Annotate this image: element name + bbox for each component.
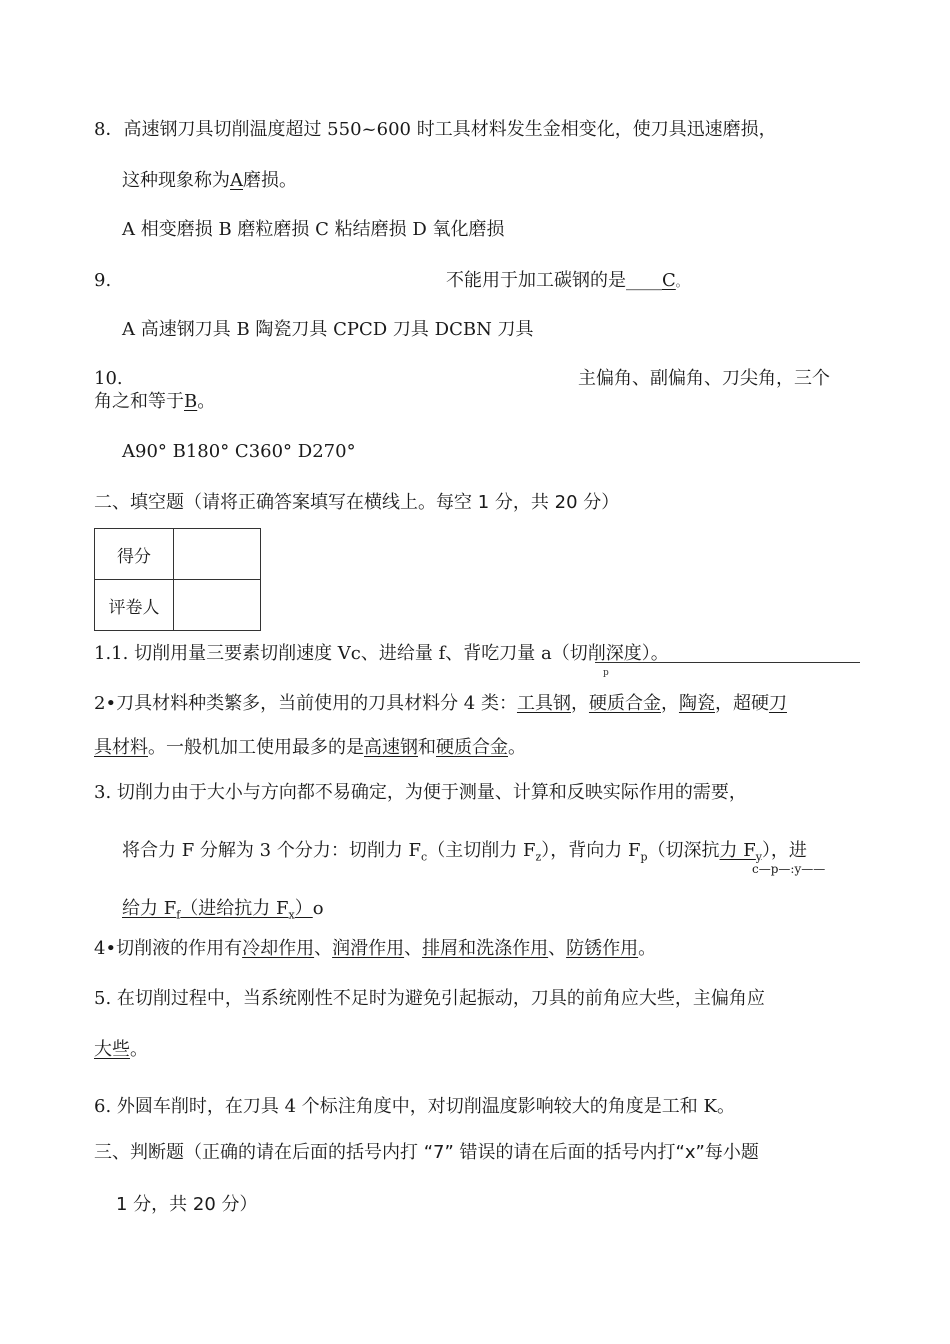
q10-answer: B [184, 391, 198, 412]
fill2-answer-4b: 具材料 [94, 737, 148, 758]
section3-title: 三、判断题（正确的请在后面的括号内打 “7” 错误的请在后面的括号内打“x”每小题 [94, 1142, 759, 1163]
q8-options: A 相变磨损 B 磨粒磨损 C 粘结磨损 D 氧化磨损 [122, 219, 505, 240]
fill1-line: 1.1. 切削用量三要素切削速度 Vc、进给量 f、背吃刀量 a（切削深度）。 [94, 643, 669, 664]
fill4-line: 4•切削液的作用有冷却作用、润滑作用、排屑和洗涤作用、防锈作用。 [94, 938, 657, 959]
fill1-subscript: p [603, 668, 609, 678]
fill2-line1: 2•刀具材料种类繁多，当前使用的刀具材料分 4 类：工具钢，硬质合金，陶瓷，超硬刀 [94, 693, 787, 714]
q9-number: 9. [94, 270, 112, 291]
fill2-answer-2: 硬质合金 [588, 693, 661, 714]
fill1-answer: 削深度） [587, 643, 651, 664]
fill3-answer-2: 给力 $F_f$（进给抗力 $F_x$） [122, 898, 313, 922]
q8-line2: 这种现象称为A磨损。 [122, 170, 297, 191]
fill5-answer: 大些 [94, 1039, 130, 1060]
q10-number: 10. [94, 368, 123, 389]
q9-answer: C [662, 270, 676, 291]
fill3-stray-marks: c—p—:y—— [752, 862, 826, 876]
fill4-answer-2: 润滑作用 [332, 938, 405, 959]
q9-options: A 高速钢刀具 B 陶瓷刀具 CPCD 刀具 DCBN 刀具 [122, 319, 534, 340]
fill2-answer-4a: 刀 [768, 693, 787, 714]
fill2-line2: 具材料。一般机加工使用最多的是高速钢和硬质合金。 [94, 737, 526, 758]
fill4-answer-4: 防锈作用 [566, 938, 639, 959]
fill6-line: 6. 外圆车削时，在刀具 4 个标注角度中，对切削温度影响较大的角度是工和 K。 [94, 1096, 735, 1117]
score-label: 得分 [95, 529, 174, 580]
q10-line2: 角之和等于B。 [94, 391, 216, 412]
fill2-answer-5: 高速钢 [364, 737, 418, 758]
score-table [94, 528, 261, 631]
fill2-answer-3: 陶瓷 [678, 693, 715, 714]
section2-title: 二、填空题（请将正确答案填写在横线上。每空 1 分，共 20 分） [94, 492, 620, 513]
q9-text: 不能用于加工碳钢的是____C。 [446, 270, 688, 291]
grader-label: 评卷人 [95, 580, 174, 631]
fill3-line1: 3. 切削力由于大小与方向都不易确定，为便于测量、计算和反映实际作用的需要， [94, 782, 747, 803]
score-value-cell [174, 529, 261, 580]
q8-line1: 8．高速钢刀具切削温度超过 550~600 时工具材料发生金相变化，使刀具迅速磨损， [94, 119, 777, 140]
fill1-underline [595, 662, 860, 663]
q10-options: A90° B180° C360° D270° [122, 441, 356, 462]
q10-text: 主偏角、副偏角、刀尖角，三个 [578, 368, 830, 389]
fill5-line1: 5. 在切削过程中，当系统刚性不足时为避免引起振动，刀具的前角应大些，主偏角应 [94, 988, 765, 1009]
fill4-answer-3: 排屑和洗涤作用 [422, 938, 549, 959]
fill3-answer-1: 力 $F_y$ [719, 840, 762, 864]
fill4-answer-1: 冷却作用 [242, 938, 315, 959]
fill5-line2: 大些。 [94, 1039, 148, 1060]
fill2-answer-1: 工具钢 [516, 693, 571, 714]
q8-answer: A [230, 170, 243, 191]
grader-value-cell [174, 580, 261, 631]
section3-title-cont: 1 分，共 20 分） [116, 1194, 258, 1215]
fill2-answer-6: 硬质合金 [436, 737, 508, 758]
fill3-line2: 将合力 F 分解为 3 个分力：切削力 $F_c$（主切削力 $F_z$），背向力 $F_p$（切深抗力 $F_y$），进 [122, 840, 807, 864]
fill3-line3: 给力 $F_f$（进给抗力 $F_x)o$ [122, 898, 324, 922]
